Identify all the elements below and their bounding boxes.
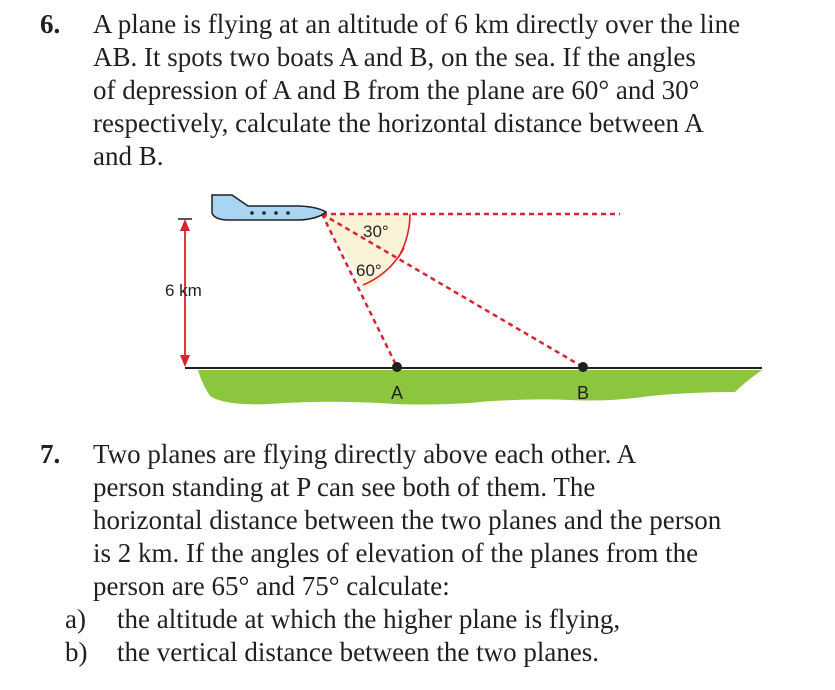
point-a-label: A: [391, 383, 404, 403]
altitude-label: 6 km: [165, 281, 202, 300]
angle-label-30: 30°: [363, 222, 389, 241]
problem-7-line: horizontal distance between the two planes and the person: [93, 505, 722, 535]
problem-6-line: A plane is flying at an altitude of 6 km directly over the line: [93, 9, 741, 39]
part-b-label: b): [65, 637, 88, 667]
depression-angle-figure: [150, 180, 780, 420]
problem-6-number: 6.: [40, 9, 61, 39]
part-a-label: a): [65, 604, 86, 634]
problem-7-line: is 2 km. If the angles of elevation of the planes from the: [93, 538, 699, 568]
problem-7-text: [65, 438, 722, 669]
problem-7-number: 7.: [40, 439, 61, 469]
problem-7-line: person standing at P can see both of them. The: [93, 472, 596, 502]
point-b-label: B: [577, 383, 590, 403]
line-of-sight-b: [322, 214, 583, 367]
angle-label-60: 60°: [356, 261, 382, 280]
part-b-text: the vertical distance between the two planes.: [117, 637, 600, 667]
sea-ground: [198, 370, 762, 405]
point-b-marker: [578, 362, 588, 372]
point-a-marker: [392, 362, 402, 372]
problem-7-line: Two planes are flying directly above each other. A: [93, 439, 637, 469]
problem-6-text: [93, 8, 740, 173]
problem-6-line: and B.: [93, 141, 164, 171]
plane-icon: [212, 195, 326, 220]
problem-7-part-b: [65, 636, 721, 669]
problem-7-line: person are 65° and 75° calculate:: [93, 571, 450, 601]
problem-7-part-a: [65, 603, 721, 636]
part-a-text: the altitude at which the higher plane is flying,: [117, 604, 621, 634]
problem-6-line: AB. It spots two boats A and B, on the sea. If the angles: [93, 42, 696, 72]
problem-6-line: respectively, calculate the horizontal distance between A: [93, 108, 704, 138]
problem-6-line: of depression of A and B from the plane are 60° and 30°: [93, 75, 700, 105]
